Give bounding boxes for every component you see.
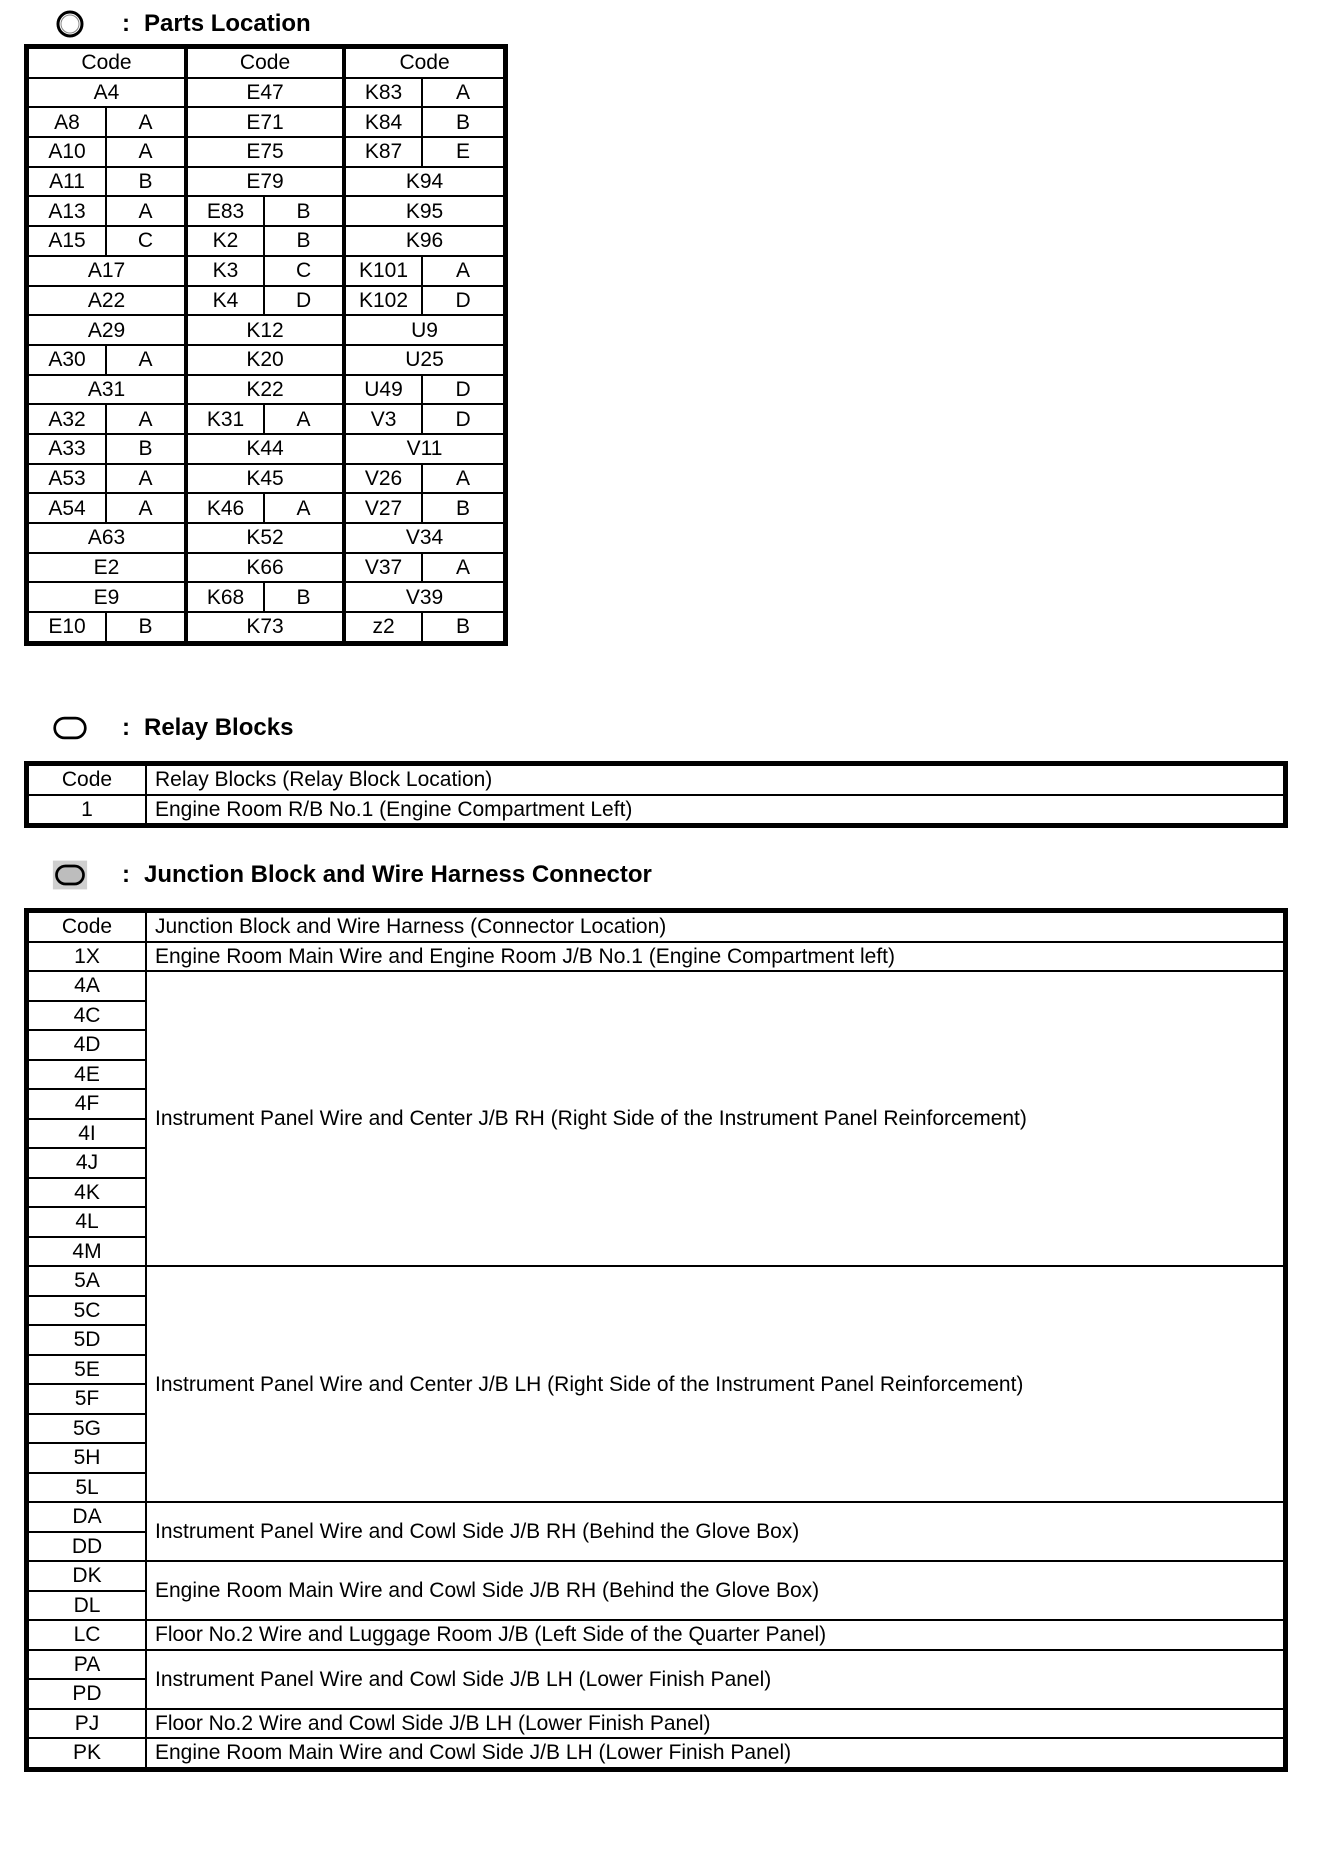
part-connector-letter-cell: A [106,107,186,137]
jb-location-cell: Engine Room Main Wire and Cowl Side J/B RH (Behind the Glove Box) [146,1561,1284,1620]
part-code-cell: K66 [186,553,344,583]
part-connector-letter-cell: D [422,286,504,316]
part-connector-letter-cell: B [264,582,344,612]
part-code-cell: A10 [28,137,106,167]
junction-block-heading [52,857,652,893]
part-code-cell: A33 [28,434,106,464]
relay-blocks-heading [52,710,293,746]
table-row [28,942,1284,972]
jb-code-cell: 5E [28,1355,146,1385]
jb-code-cell: 4J [28,1148,146,1178]
part-connector-letter-cell: A [106,404,186,434]
part-code-cell: V27 [344,493,422,523]
part-connector-letter-cell: E [422,137,504,167]
part-connector-letter-cell: B [422,612,504,642]
table-row [28,1502,1284,1532]
table-row [28,523,504,553]
parts-location-title: Parts Location [144,10,311,37]
junction-block-title: Junction Block and Wire Harness Connector [144,861,652,888]
jb-location-cell: Floor No.2 Wire and Cowl Side J/B LH (Lower Finish Panel) [146,1709,1284,1739]
junction-block-table [27,911,1285,1769]
part-connector-letter-cell: B [264,196,344,226]
parts-location-table [27,47,505,643]
table-row [28,1266,1284,1296]
part-code-cell: K101 [344,256,422,286]
part-connector-letter-cell: B [422,493,504,523]
part-code-cell: A53 [28,464,106,494]
part-code-cell: K73 [186,612,344,642]
part-code-cell: V37 [344,553,422,583]
part-code-cell: K84 [344,107,422,137]
column-header: Code [28,48,186,78]
part-code-cell: A31 [28,375,186,405]
part-connector-letter-cell: A [106,493,186,523]
part-code-cell: V39 [344,582,504,612]
relay-location-cell: Engine Room R/B No.1 (Engine Compartment Left) [146,795,1284,825]
part-code-cell: V34 [344,523,504,553]
part-code-cell: K83 [344,78,422,108]
shaded-rounded-rectangle-icon [52,859,88,891]
table-row [28,971,1284,1001]
column-header: Code [28,765,146,795]
table-row [28,1561,1284,1591]
part-code-cell: E79 [186,167,344,197]
part-code-cell: K4 [186,286,264,316]
column-header: Relay Blocks (Relay Block Location) [146,765,1284,795]
table-row [28,464,504,494]
jb-code-cell: 5C [28,1296,146,1326]
jb-code-cell: PD [28,1679,146,1709]
part-code-cell: A54 [28,493,106,523]
table-row [28,404,504,434]
table-row [28,256,504,286]
part-connector-letter-cell: A [422,464,504,494]
part-code-cell: K46 [186,493,264,523]
jb-code-cell: DL [28,1591,146,1621]
column-header: Code [344,48,504,78]
part-code-cell: A22 [28,286,186,316]
part-code-cell: K87 [344,137,422,167]
part-code-cell: K20 [186,345,344,375]
jb-code-cell: 4F [28,1089,146,1119]
part-code-cell: E75 [186,137,344,167]
jb-location-cell: Instrument Panel Wire and Center J/B LH (Right Side of the Instrument Panel Reinforcement) [146,1266,1284,1502]
table-row [28,137,504,167]
relay-code-cell: 1 [28,795,146,825]
table-row [28,375,504,405]
table-row [28,345,504,375]
part-code-cell: K22 [186,375,344,405]
jb-location-cell: Engine Room Main Wire and Engine Room J/B No.1 (Engine Compartment left) [146,942,1284,972]
part-code-cell: E9 [28,582,186,612]
heading-colon: : [122,861,130,888]
part-connector-letter-cell: D [264,286,344,316]
jb-code-cell: 4D [28,1030,146,1060]
part-code-cell: K44 [186,434,344,464]
column-header: Junction Block and Wire Harness (Connector Location) [146,912,1284,942]
part-connector-letter-cell: A [422,553,504,583]
jb-code-cell: PK [28,1738,146,1768]
jb-code-cell: DD [28,1532,146,1562]
table-row [28,1738,1284,1768]
part-connector-letter-cell: D [422,375,504,405]
part-connector-letter-cell: A [106,137,186,167]
jb-code-cell: 5D [28,1325,146,1355]
part-code-cell: K45 [186,464,344,494]
jb-code-cell: DK [28,1561,146,1591]
table-header-row [28,912,1284,942]
table-row [28,1650,1284,1680]
table-row [28,315,504,345]
rounded-rectangle-icon [52,712,88,744]
table-header-row [28,765,1284,795]
jb-code-cell: 5H [28,1443,146,1473]
part-connector-letter-cell: A [106,196,186,226]
parts-location-heading [52,6,311,42]
part-connector-letter-cell: D [422,404,504,434]
part-code-cell: K52 [186,523,344,553]
jb-code-cell: 4E [28,1060,146,1090]
part-code-cell: A8 [28,107,106,137]
part-connector-letter-cell: A [422,256,504,286]
table-row [28,78,504,108]
part-connector-letter-cell: B [422,107,504,137]
part-code-cell: E71 [186,107,344,137]
jb-code-cell: 1X [28,942,146,972]
part-connector-letter-cell: C [106,226,186,256]
part-code-cell: E47 [186,78,344,108]
part-code-cell: z2 [344,612,422,642]
part-code-cell: V11 [344,434,504,464]
jb-code-cell: DA [28,1502,146,1532]
jb-code-cell: 5L [28,1473,146,1503]
jb-location-cell: Instrument Panel Wire and Cowl Side J/B RH (Behind the Glove Box) [146,1502,1284,1561]
table-row [28,1620,1284,1650]
part-connector-letter-cell: A [106,464,186,494]
part-code-cell: E83 [186,196,264,226]
jb-code-cell: 4C [28,1001,146,1031]
part-code-cell: K68 [186,582,264,612]
table-row [28,612,504,642]
part-connector-letter-cell: A [264,493,344,523]
relay-blocks-table [27,764,1285,825]
heading-colon: : [122,714,130,741]
jb-code-cell: LC [28,1620,146,1650]
jb-location-cell: Instrument Panel Wire and Center J/B RH (Right Side of the Instrument Panel Reinforcement) [146,971,1284,1266]
part-code-cell: A11 [28,167,106,197]
table-row [28,226,504,256]
table-row [28,795,1284,825]
part-code-cell: K96 [344,226,504,256]
part-code-cell: K3 [186,256,264,286]
jb-location-cell: Instrument Panel Wire and Cowl Side J/B LH (Lower Finish Panel) [146,1650,1284,1709]
part-connector-letter-cell: A [264,404,344,434]
part-code-cell: E10 [28,612,106,642]
jb-code-cell: PA [28,1650,146,1680]
part-connector-letter-cell: B [106,167,186,197]
jb-code-cell: 4I [28,1119,146,1149]
part-code-cell: K102 [344,286,422,316]
part-code-cell: V3 [344,404,422,434]
jb-location-cell: Engine Room Main Wire and Cowl Side J/B LH (Lower Finish Panel) [146,1738,1284,1768]
jb-code-cell: 5A [28,1266,146,1296]
part-code-cell: K12 [186,315,344,345]
part-code-cell: A29 [28,315,186,345]
table-row [28,196,504,226]
jb-location-cell: Floor No.2 Wire and Luggage Room J/B (Left Side of the Quarter Panel) [146,1620,1284,1650]
table-row [28,1709,1284,1739]
part-code-cell: U9 [344,315,504,345]
part-code-cell: U49 [344,375,422,405]
part-code-cell: A4 [28,78,186,108]
table-row [28,582,504,612]
part-connector-letter-cell: A [422,78,504,108]
part-code-cell: A63 [28,523,186,553]
part-code-cell: A13 [28,196,106,226]
table-row [28,553,504,583]
part-code-cell: V26 [344,464,422,494]
part-code-cell: K94 [344,167,504,197]
jb-code-cell: PJ [28,1709,146,1739]
jb-code-cell: 4K [28,1178,146,1208]
jb-code-cell: 4M [28,1237,146,1267]
table-header-row [28,48,504,78]
heading-colon: : [122,10,130,37]
table-row [28,493,504,523]
table-row [28,286,504,316]
part-code-cell: A15 [28,226,106,256]
jb-code-cell: 5G [28,1414,146,1444]
jb-code-cell: 4A [28,971,146,1001]
jb-code-cell: 5F [28,1384,146,1414]
table-row [28,434,504,464]
part-connector-letter-cell: B [106,612,186,642]
column-header: Code [28,912,146,942]
part-code-cell: A17 [28,256,186,286]
table-row [28,107,504,137]
part-code-cell: A30 [28,345,106,375]
relay-blocks-title: Relay Blocks [144,714,294,741]
part-connector-letter-cell: A [106,345,186,375]
part-connector-letter-cell: B [264,226,344,256]
jb-code-cell: 4L [28,1207,146,1237]
part-code-cell: K95 [344,196,504,226]
part-code-cell: A32 [28,404,106,434]
column-header: Code [186,48,344,78]
part-code-cell: K31 [186,404,264,434]
table-row [28,167,504,197]
part-code-cell: K2 [186,226,264,256]
part-code-cell: E2 [28,553,186,583]
part-connector-letter-cell: B [106,434,186,464]
open-circle-icon [52,8,88,40]
part-code-cell: U25 [344,345,504,375]
part-connector-letter-cell: C [264,256,344,286]
